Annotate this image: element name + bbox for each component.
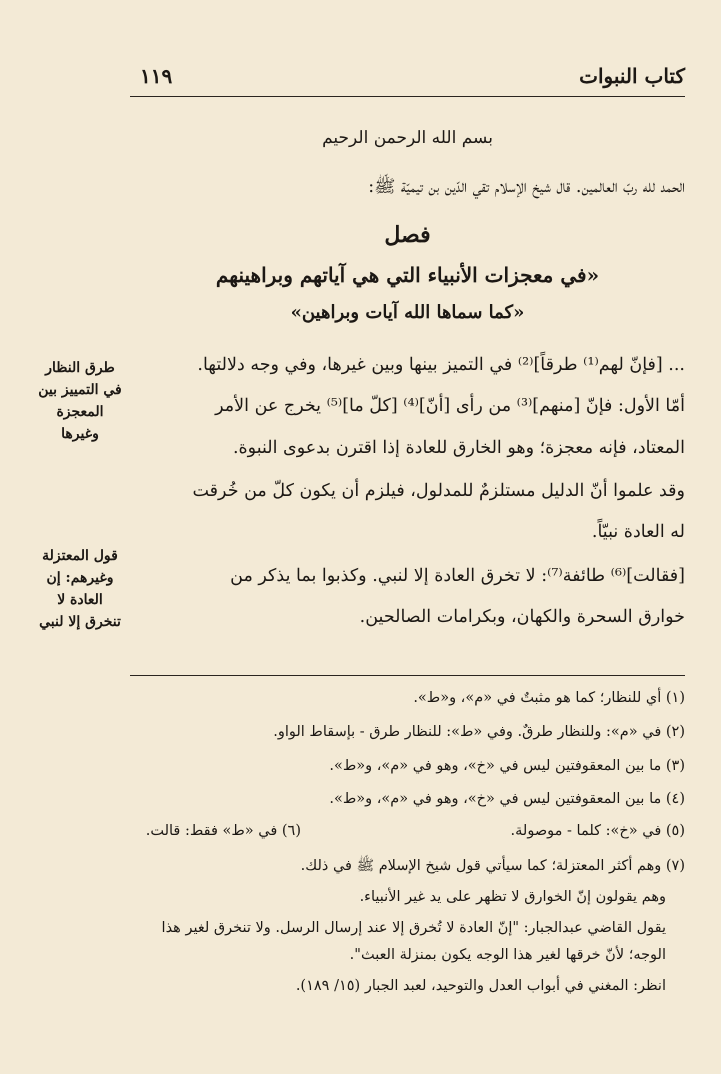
running-header — [130, 62, 685, 97]
paragraph-line: له العادة نبيّاً. — [591, 522, 685, 542]
footnote-continuation: انظر: المغني في أبواب العدل والتوحيد، لعبد الجبار (١٥/ ١٨٩). — [295, 978, 666, 994]
footnote-continuation: وهم يقولون إنّ الخوارق لا تظهر على يد غير الأنبياء. — [359, 889, 666, 905]
footnote-continuation: الوجه؛ لأنّ خرقها لغير هذا الوجه يكون بمنزلة العبث". — [349, 947, 666, 963]
paragraph-line: أمّا الأول: فإنّ [منهم]⁽³⁾ من رأى [أنّ]⁽⁴⁾ [كلّ ما]⁽⁵⁾ يخرج عن الأمر — [215, 396, 685, 416]
chapter-title: «في معجزات الأنبياء التي هي آياتهم وبراهينهم — [215, 263, 600, 287]
paragraph-line: وقد علموا أنّ الدليل مستلزمٌ للمدلول، فيلزم أن يكون كلّ من خُرقت — [192, 481, 685, 501]
page-number: ١١٩ — [140, 64, 173, 88]
margin-note-line: في التمييز بين — [38, 382, 122, 398]
footnote: (٦) في «ط» فقط: قالت. — [145, 823, 301, 839]
paragraph-line: [فقالت]⁽⁶⁾ طائفة⁽⁷⁾: لا تخرق العادة إلا لنبي. وكذبوا بما يذكر من — [230, 566, 685, 586]
basmala: بسم الله الرحمن الرحيم — [322, 128, 493, 148]
footnote-continuation: يقول القاضي عبدالجبار: "إنّ العادة لا تُخرق إلا عند إرسال الرسل. ولا تنخرق لغير هذا — [161, 920, 666, 936]
margin-note-nazzar — [30, 357, 130, 445]
footnote: (٢) في «م»: وللنظار طرقٌ. وفي «ط»: للنظار طرق - بإسقاط الواو. — [273, 724, 685, 740]
margin-note-line: وغيرها — [61, 426, 99, 442]
footnote: (٧) وهم أكثر المعتزلة؛ كما سيأتي قول شيخ الإسلام ﷺ في ذلك. — [300, 858, 685, 874]
footnote: (٤) ما بين المعقوفتين ليس في «خ»، وهو في «م»، و«ط». — [329, 791, 685, 807]
margin-note-mutazila — [30, 545, 130, 633]
chapter-subtitle: «كما سماها الله آيات وبراهين» — [290, 302, 525, 323]
margin-note-line: قول المعتزلة — [42, 548, 118, 564]
margin-note-line: العادة لا — [57, 592, 103, 608]
margin-note-line: طرق النظار — [45, 360, 115, 376]
margin-note-line: وغيرهم: إن — [46, 570, 114, 586]
paragraph-line: ... [فإنّ لهم⁽¹⁾ طرقاً]⁽²⁾ في التميز بينها وبين غيرها، وفي وجه دلالتها. — [197, 355, 685, 375]
margin-note-line: تنخرق إلا لنبي — [39, 614, 121, 630]
footnote: (١) أي للنظار؛ كما هو مثبتٌ في «م»، و«ط». — [413, 690, 685, 706]
paragraph-line: المعتاد، فإنه معجزة؛ وهو الخارق للعادة إذا اقترن بدعوى النبوة. — [232, 438, 685, 458]
footnote: (٣) ما بين المعقوفتين ليس في «خ»، وهو في «م»، و«ط». — [329, 758, 685, 774]
book-title: كتاب النبوات — [579, 64, 685, 88]
footnote: (٥) في «خ»: كلما - موصولة. — [510, 823, 685, 839]
intro-line: الحمد لله ربّ العالمين. قال شيخ الإسلام تقي الدّين بن تيميّة ﷺ: — [368, 177, 685, 197]
section-heading: فصل — [384, 222, 431, 248]
footnote-divider — [130, 675, 685, 676]
margin-note-line: المعجزة — [56, 404, 104, 420]
paragraph-line: خوارق السحرة والكهان، وبكرامات الصالحين. — [359, 607, 685, 627]
